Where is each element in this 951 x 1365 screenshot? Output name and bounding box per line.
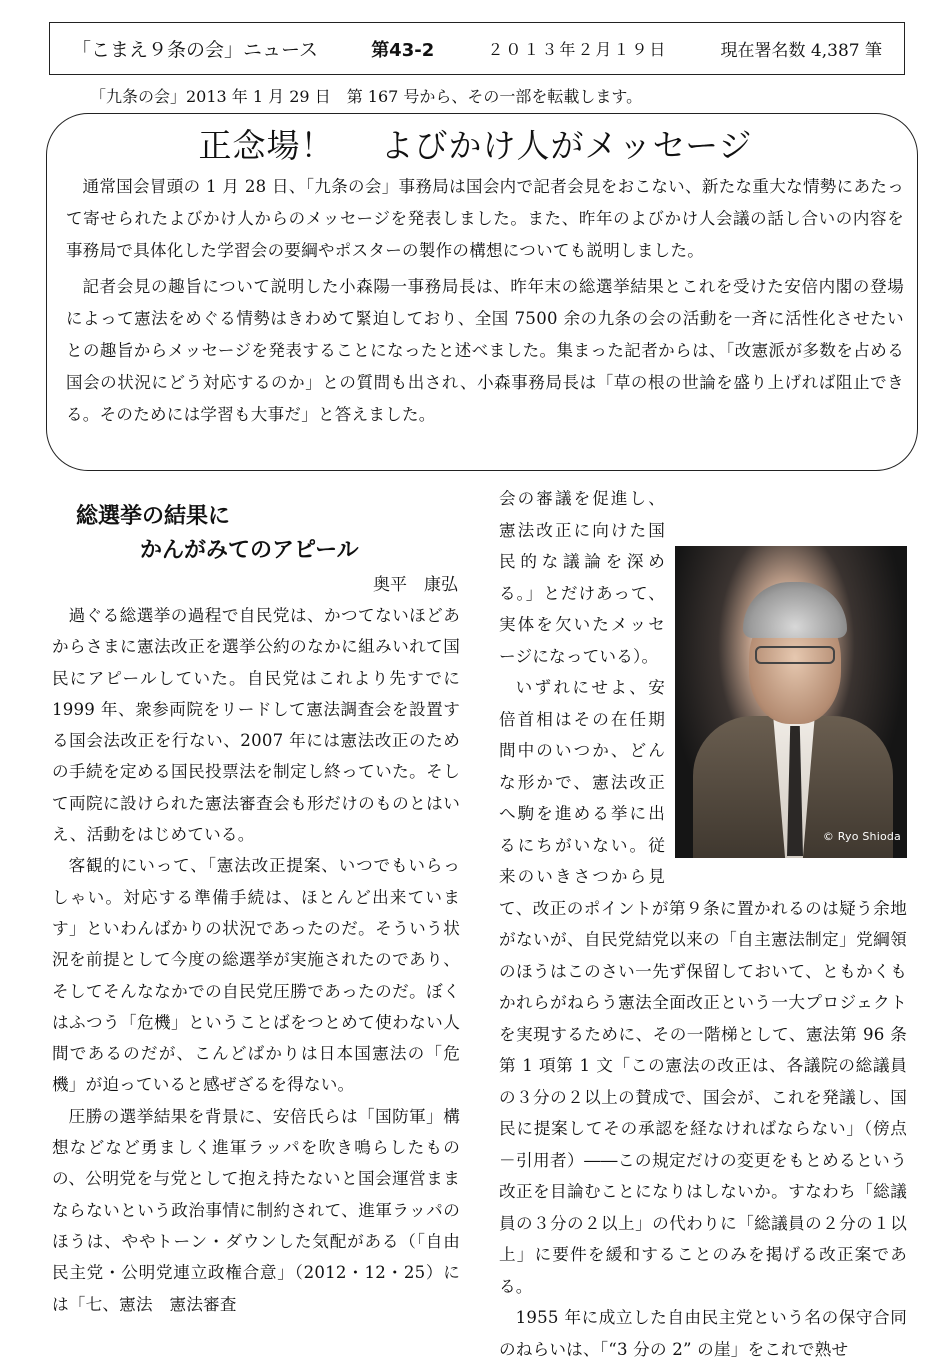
photo-glasses — [755, 646, 835, 664]
article-right-column — [499, 483, 907, 1365]
article-paragraph: 1955 年に成立した自由民主党という名の保守合同のねらいは、「“3 分の 2” の崖」をこれで熟せ — [499, 1308, 907, 1359]
signature-count: 現在署名数 4,387 筆 — [720, 41, 882, 61]
message-body — [66, 171, 904, 430]
repost-note: 「九条の会」2013 年 1 月 29 日 第 167 号から、その一部を転載します。 — [90, 87, 643, 106]
article-paragraph: いずれにせよ、安倍首相はその在任期間中のいつか、どんな形かで、憲法改正へ駒を進める挙に出るにちがいない。従来のいきさつから見て、改正のポイントが第９条に置かれるのは疑う余地がないが、自民党結党以来の「自主憲法制定」党綱領のほうはこのさい一先ず保留しておいて、ともかくもかれらがねらう憲法全面改正という一大プロジェクトを実現するために、その一階梯として、憲法第 96 条第 1 項第 1 文「この憲法の改正は、各議院の総議員の３分の２以上の賛成で、国会が、これを発議し、国民に提案してその承認を経なければならない」（傍点－引用者）――この規定だけの変更をもとめるという改正を目論むことになりはしないか。すなわち「総議員の３分の２以上」の代わりに「総議員の２分の１以上」に要件を緩和することのみを掲げる改正案である。 — [499, 678, 907, 1296]
article-left-text — [52, 600, 460, 1320]
issue-number: 第43-2 — [371, 39, 435, 61]
message-paragraph: 通常国会冒頭の 1 月 28 日、「九条の会」事務局は国会内で記者会見をおこない、新たな重大な情勢にあたって寄せられたよびかけ人からのメッセージを発表しました。また、昨年のよびかけ人会議の話し合いの内容を事務局で具体化した学習会の要綱やポスターの製作の構想についても説明しました。 — [66, 177, 904, 260]
message-title-part1: 正念場！ — [198, 126, 335, 165]
article-title — [52, 500, 460, 568]
photo-credit: © Ryo Shioda — [822, 829, 901, 843]
article-title-line2: かんがみてのアピール — [140, 538, 359, 563]
article-author: 奥平 康弘 — [373, 575, 458, 595]
issue-date: ２０１３年２月１９日 — [487, 40, 668, 59]
article-paragraph: 会の審議を促進し、憲法改正に向けた国民的な議論を深める。」とだけあって、実体を欠いたメッセージになっている）。 — [499, 489, 665, 666]
article-left-column — [52, 500, 460, 1320]
article-paragraph: 圧勝の選挙結果を背景に、安倍氏らは「国防軍」構想などなど勇ましく進軍ラッパを吹き鳴らしたものの、公明党を与党として抱え持たないと国会運営ままならないという政治事情に制約されて、進軍ラッパのほうは、ややトーン・ダウンした気配がある（「自由民主党・公明党連立政権合意」（2012・12・25）には「七、憲法 憲法審査 — [52, 1106, 460, 1314]
article-paragraph: 過ぐる総選挙の過程で自民党は、かつてないほどあからさまに憲法改正を選挙公約のなかに組みいれて国民にアピールしていた。自民党はこれより先すでに 1999 年、衆参両院をリードして憲法調査会を設置する国会法改正を行ない、2007 年には憲法改正のための手続を定める国民投票法を制定し終っていた。そして両院に設けられた憲法審査会も形だけのものとはいえ、活動をはじめている。 — [52, 606, 460, 845]
message-paragraph: 記者会見の趣旨について説明した小森陽一事務局長は、昨年末の総選挙結果とこれを受けた安倍内閣の登場によって憲法をめぐる情勢はきわめて緊迫しており、全国 7500 余の九条の会の活動を一斉に活性化させたいとの趣旨からメッセージを発表することになったと述べました。集まった記者からは、「改憲派が多数を占める国会の状況にどう対応するのか」との質問も出され、小森事務局長は「草の根の世論を盛り上げれば阻止できる。そのためには学習も大事だ」と答えました。 — [66, 277, 904, 424]
newsletter-name: 「こまえ９条の会」ニュース — [72, 39, 319, 61]
newsletter-header — [49, 22, 905, 75]
article-title-line1: 総選挙の結果に — [76, 504, 231, 529]
photo-hair — [743, 582, 847, 638]
author-photo — [675, 546, 907, 858]
message-title — [0, 120, 951, 167]
article-paragraph: 客観的にいって、「憲法改正提案、いつでもいらっしゃい。対応する準備手続は、ほとんど出来ています」といわんばかりの状況であったのだ。そういう状況を前提として今度の総選挙が実施されたのであり、そしてそんななかでの自民党圧勝であったのだ。ぼくはふつう「危機」ということばをつとめて使わない人間であるのだが、こんどばかりは日本国憲法の「危機」が迫っていると感ぜざるを得ない。 — [52, 856, 460, 1095]
message-title-part2: よびかけ人がメッセージ — [380, 126, 753, 165]
